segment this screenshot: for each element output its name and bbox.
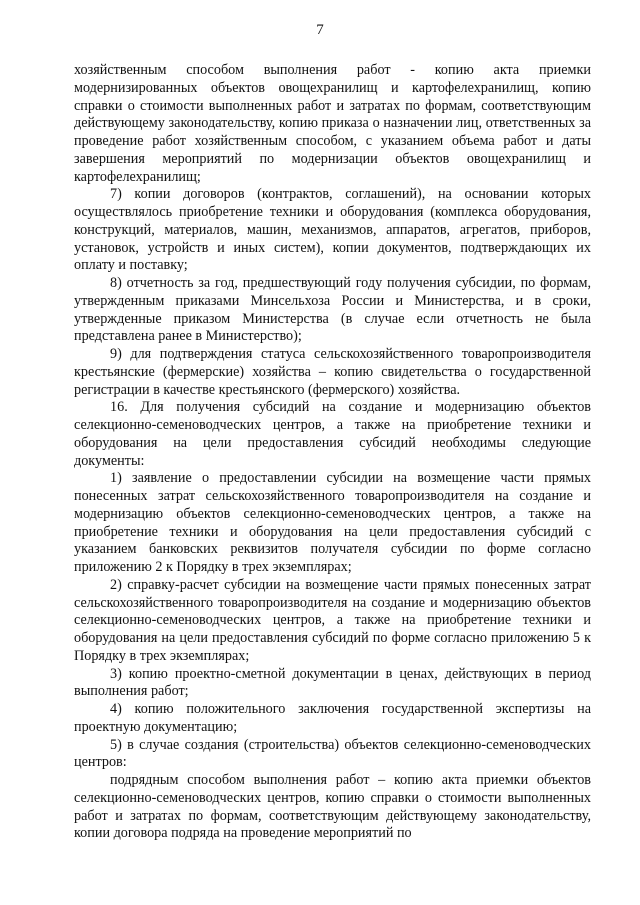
paragraph-16-item-3: 3) копию проектно-сметной документации в ценах, действующих в период выполнения работ;: [74, 665, 591, 700]
paragraph-contract-method: подрядным способом выполнения работ – копию акта приемки объектов селекционно-семеноводческих центров, копию справки о стоимости выполненных работ и затратах по формам, соответствующим действующему законодательству, копии договора подряда на проведение мероприятий по: [74, 772, 591, 842]
page-number: 7: [316, 22, 324, 38]
paragraph-16-item-2: 2) справку-расчет субсидии на возмещение части прямых понесенных затрат сельскохозяйственного товаропроизводителя на создание и модернизацию объектов селекционно-семеноводческих центров, а также на приобретение техники и оборудования на цели предоставления субсидий по форме согласно приложению 5 к Порядку в трех экземплярах;: [74, 576, 591, 664]
document-body: [74, 62, 591, 843]
paragraph-16-item-4: 4) копию положительного заключения государственной экспертизы на проектную документацию;: [74, 701, 591, 735]
paragraph-16-item-5: 5) в случае создания (строительства) объектов селекционно-семеноводческих центров:: [74, 736, 591, 771]
paragraph-16-item-1: 1) заявление о предоставлении субсидии на возмещение части прямых понесенных затрат сельскохозяйственного товаропроизводителя на создание и модернизацию объектов селекционно-семеноводческих центров, а также на приобретение техники и оборудования на цели предоставления субсидий с указанием банковских реквизитов получателя субсидии по форме согласно приложению 2 к Порядку в трех экземплярах;: [74, 470, 591, 575]
paragraph-continuation: хозяйственным способом выполнения работ - копию акта приемки модернизированных объектов овощехранилищ и картофелехранилищ, копию справки о стоимости выполненных работ и затратах по формам, соответствующим действующему законодательству, копию приказа о назначении лиц, ответственных за проведение работ хозяйственным способом, с указанием объема работ и даты завершения мероприятий по модернизации объектов овощехранилищ и картофелехранилищ;: [74, 62, 591, 185]
paragraph-item-7: 7) копии договоров (контрактов, соглашений), на основании которых осуществлялось приобретение техники и оборудования (комплекса оборудования, конструкций, материалов, машин, механизмов, аппаратов, агрегатов, приборов, установок, устройств и иных систем), копии документов, подтверждающих их оплату и поставку;: [74, 186, 591, 274]
paragraph-item-9: 9) для подтверждения статуса сельскохозяйственного товаропроизводителя крестьянские (фермерские) хозяйства – копию свидетельства о государственной регистрации в качестве крестьянского (фермерского) хозяйства.: [74, 346, 591, 398]
paragraph-item-8: 8) отчетность за год, предшествующий году получения субсидии, по формам, утвержденным приказами Минсельхоза России и Министерства, и в сроки, утвержденные приказом Министерства (в случае если отчетность не была представлена ранее в Министерство);: [74, 275, 591, 345]
paragraph-section-16: 16. Для получения субсидий на создание и модернизацию объектов селекционно-семеноводческих центров, а также на приобретение техники и оборудования на цели предоставления субсидий необходимы следующие документы:: [74, 399, 591, 469]
